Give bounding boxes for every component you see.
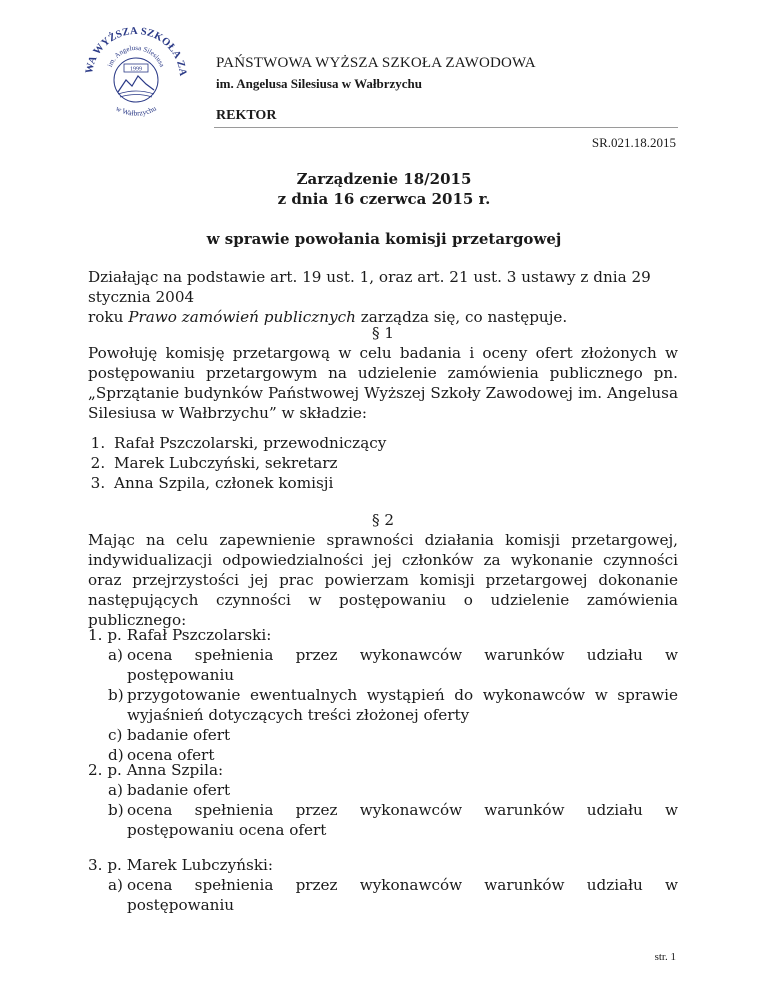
item-letter: a) bbox=[108, 781, 123, 799]
assignment-heading: 1. p. Rafał Pszczolarski: bbox=[88, 626, 272, 644]
svg-text:w Wałbrzychu: w Wałbrzychu bbox=[114, 103, 158, 118]
item-text: ocena ofert bbox=[127, 746, 215, 764]
institution-name: PAŃSTWOWA WYŻSZA SZKOŁA ZAWODOWA bbox=[216, 55, 536, 71]
list-item bbox=[88, 725, 678, 745]
list-item: 2. Marek Lubczyński, sekretarz bbox=[110, 453, 678, 473]
list-item bbox=[88, 800, 678, 840]
item-text: ocena spełnienia przez wykonawców warunków udziału w postępowaniu bbox=[127, 646, 678, 684]
assignment-1 bbox=[88, 625, 678, 765]
item-letter: a) bbox=[108, 876, 123, 894]
item-text: badanie ofert bbox=[127, 726, 231, 744]
item-letter: c) bbox=[108, 726, 123, 744]
ordinance-number: Zarządzenie 18/2015 bbox=[296, 170, 472, 188]
item-text: przygotowanie ewentualnych wystąpień do wykonawców w sprawie wyjaśnień dotyczących treści złożonej oferty bbox=[127, 686, 678, 724]
section-2-text: Mając na celu zapewnienie sprawności działania komisji przetargowej, indywidualizacji odpowiedzialności jej członków za wykonanie czynności oraz przejrzystości jej prac powierzam komisji przetargowej dokonanie następujących czynności w postępowaniu o udzielenie zamówienia publicznego: bbox=[88, 531, 678, 629]
item-letter: d) bbox=[108, 746, 124, 764]
assignment-heading: 3. p. Marek Lubczyński: bbox=[88, 856, 274, 874]
item-text: ocena spełnienia przez wykonawców warunków udziału w postępowaniu ocena ofert bbox=[127, 801, 678, 839]
assignment-3 bbox=[88, 855, 678, 915]
item-text: ocena spełnienia przez wykonawców warunków udziału w postępowaniu bbox=[127, 876, 678, 914]
item-letter: b) bbox=[108, 801, 124, 819]
section-1-marker: § 1 bbox=[371, 324, 395, 342]
assignment-list bbox=[88, 780, 678, 840]
reference-number: SR.021.18.2015 bbox=[591, 135, 676, 150]
section-2-marker: § 2 bbox=[371, 511, 395, 529]
ordinance-date: z dnia 16 czerwca 2015 r. bbox=[277, 190, 491, 208]
list-item: 3. Anna Szpila, członek komisji bbox=[110, 473, 678, 493]
intro-text-end: zarządza się, co następuje. bbox=[355, 308, 568, 326]
svg-text:PAŃSTWOWA WYŻSZA SZKOŁA ZAWODO: WA WYŻSZA SZKOŁA ZA bbox=[84, 25, 188, 76]
list-item bbox=[88, 875, 678, 915]
members-list-container bbox=[88, 433, 678, 493]
intro-line-1: Działając na podstawie art. 19 ust. 1, oraz art. 21 ust. 3 ustawy z dnia 29 stycznia 2004 bbox=[88, 268, 651, 306]
svg-text:1999: 1999 bbox=[130, 66, 142, 73]
office-label: REKTOR bbox=[216, 108, 277, 123]
section-1-text: Powołuję komisję przetargową w celu badania i oceny ofert złożonych w postępowaniu przetargowym na udzielenie zamówienia publicznego pn. „Sprzątanie budynków Państwowej Wyższej Szkoły Zawodowej im. Angelusa Silesiusa w Wałbrzychu” w składzie: bbox=[88, 344, 678, 422]
assignment-list bbox=[88, 875, 678, 915]
item-text: badanie ofert bbox=[127, 781, 231, 799]
assignment-2 bbox=[88, 760, 678, 840]
university-seal-logo bbox=[80, 20, 192, 132]
list-item bbox=[88, 685, 678, 725]
item-letter: b) bbox=[108, 686, 124, 704]
list-item bbox=[88, 780, 678, 800]
list-item bbox=[88, 645, 678, 685]
header-divider bbox=[214, 127, 678, 128]
act-title: Prawo zamówień publicznych bbox=[128, 308, 356, 326]
page-number: str. 1 bbox=[654, 951, 676, 963]
members-list bbox=[88, 433, 678, 493]
list-item: 1. Rafał Pszczolarski, przewodniczący bbox=[110, 433, 678, 453]
intro-paragraph bbox=[88, 267, 678, 327]
intro-text: roku bbox=[88, 308, 129, 326]
item-letter: a) bbox=[108, 646, 123, 664]
section-1 bbox=[88, 323, 678, 423]
ordinance-subject: w sprawie powołania komisji przetargowej bbox=[206, 230, 562, 248]
assignment-heading: 2. p. Anna Szpila: bbox=[88, 761, 224, 779]
institution-subtitle: im. Angelusa Silesiusa w Wałbrzychu bbox=[216, 76, 422, 91]
section-2 bbox=[88, 510, 678, 630]
svg-text:im. Angelusa Silesiusa: im. Angelusa Silesiusa bbox=[105, 43, 167, 69]
assignment-list bbox=[88, 645, 678, 765]
